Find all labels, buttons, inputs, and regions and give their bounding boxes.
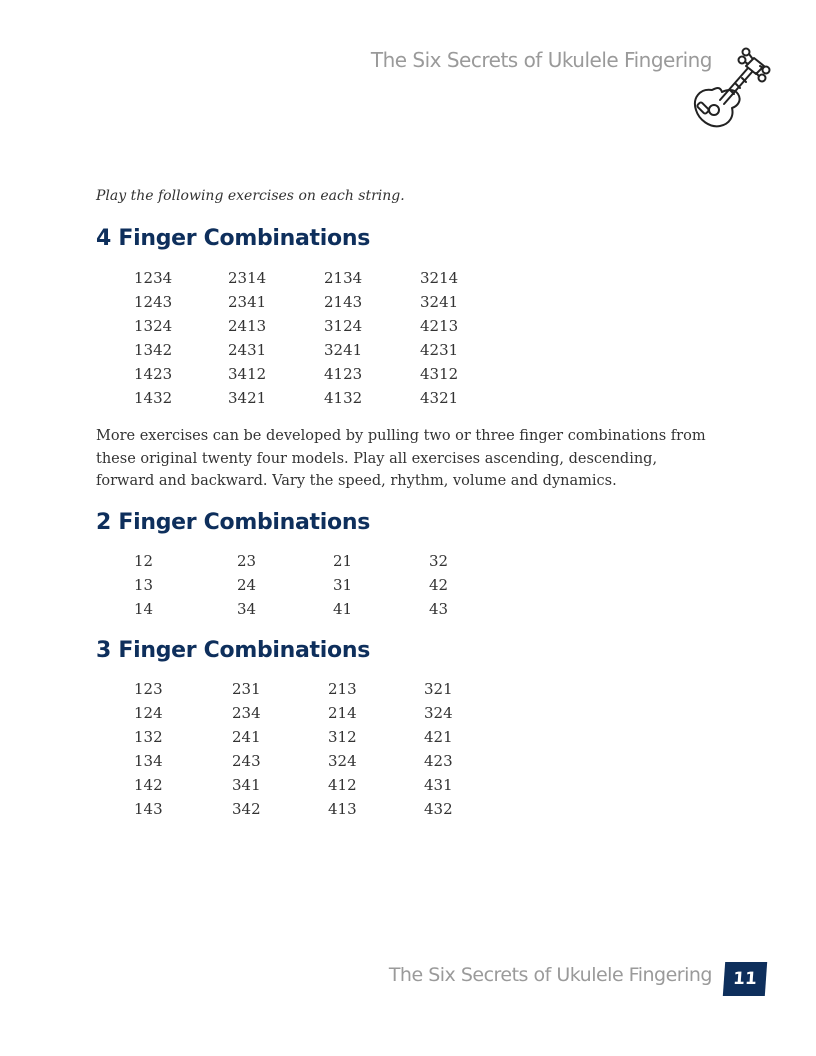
table-cell: 4123	[324, 365, 363, 383]
table-row	[134, 797, 474, 821]
running-header-title: The Six Secrets of Ukulele Fingering	[370, 48, 712, 72]
page-number: 11	[732, 969, 758, 989]
table-row	[134, 386, 474, 410]
table-cell: 1423	[134, 365, 173, 383]
table-cell: 12	[134, 552, 154, 570]
body-paragraph: More exercises can be developed by pulling two or three finger combinations from these original twenty four models. Play all exercises ascending, descending, forward and backward. Vary the speed, rhythm, volume and dynamics.	[96, 428, 706, 489]
table-cell: 2413	[228, 317, 267, 335]
table-cell: 42	[429, 576, 449, 594]
table-cell: 2341	[228, 293, 267, 311]
table-cell: 324	[424, 704, 453, 722]
table-row	[134, 749, 474, 773]
table-cell: 134	[134, 752, 163, 770]
table-cell: 2143	[324, 293, 363, 311]
table-cell: 31	[333, 576, 353, 594]
table-row	[134, 314, 474, 338]
table-cell: 23	[237, 552, 257, 570]
heading-4-finger: 4 Finger Combinations	[96, 226, 370, 251]
table-cell: 14	[134, 600, 154, 618]
page-number-badge	[723, 962, 767, 996]
table-cell: 4321	[420, 389, 459, 407]
table-cell: 43	[429, 600, 449, 618]
table-cell: 324	[328, 752, 357, 770]
heading-2-finger: 2 Finger Combinations	[96, 510, 370, 535]
table-cell: 423	[424, 752, 453, 770]
table-row	[134, 597, 474, 621]
table-cell: 341	[232, 776, 261, 794]
table-cell: 124	[134, 704, 163, 722]
table-cell: 21	[333, 552, 353, 570]
table-2-finger	[134, 549, 474, 621]
table-cell: 34	[237, 600, 257, 618]
table-cell: 321	[424, 680, 453, 698]
ukulele-icon	[690, 40, 780, 132]
table-cell: 3124	[324, 317, 363, 335]
table-cell: 342	[232, 800, 261, 818]
table-cell: 2134	[324, 269, 363, 287]
table-cell: 24	[237, 576, 257, 594]
table-3-finger	[134, 677, 474, 821]
intro-text: Play the following exercises on each string.	[96, 188, 405, 204]
table-cell: 431	[424, 776, 453, 794]
table-cell: 3412	[228, 365, 267, 383]
table-row	[134, 573, 474, 597]
table-cell: 1243	[134, 293, 173, 311]
table-cell: 132	[134, 728, 163, 746]
table-row	[134, 338, 474, 362]
table-cell: 413	[328, 800, 357, 818]
table-cell: 4213	[420, 317, 459, 335]
table-cell: 3241	[324, 341, 363, 359]
table-cell: 234	[232, 704, 261, 722]
table-row	[134, 701, 474, 725]
table-cell: 213	[328, 680, 357, 698]
table-cell: 432	[424, 800, 453, 818]
table-cell: 13	[134, 576, 154, 594]
table-cell: 1432	[134, 389, 173, 407]
table-cell: 142	[134, 776, 163, 794]
table-cell: 1342	[134, 341, 173, 359]
table-cell: 41	[333, 600, 353, 618]
heading-3-finger: 3 Finger Combinations	[96, 638, 370, 663]
table-row	[134, 725, 474, 749]
table-cell: 412	[328, 776, 357, 794]
table-cell: 231	[232, 680, 261, 698]
table-row	[134, 362, 474, 386]
table-cell: 143	[134, 800, 163, 818]
table-cell: 2431	[228, 341, 267, 359]
table-cell: 421	[424, 728, 453, 746]
table-cell: 4312	[420, 365, 459, 383]
table-row	[134, 290, 474, 314]
table-cell: 241	[232, 728, 261, 746]
table-row	[134, 773, 474, 797]
table-cell: 3241	[420, 293, 459, 311]
table-cell: 4132	[324, 389, 363, 407]
table-cell: 32	[429, 552, 449, 570]
table-cell: 3214	[420, 269, 459, 287]
table-cell: 214	[328, 704, 357, 722]
table-row	[134, 549, 474, 573]
table-cell: 123	[134, 680, 163, 698]
table-cell: 1324	[134, 317, 173, 335]
table-cell: 2314	[228, 269, 267, 287]
table-cell: 3421	[228, 389, 267, 407]
table-row	[134, 266, 474, 290]
table-cell: 243	[232, 752, 261, 770]
table-row	[134, 677, 474, 701]
table-cell: 4231	[420, 341, 459, 359]
running-footer-title: The Six Secrets of Ukulele Fingering	[388, 964, 712, 986]
table-4-finger	[134, 266, 474, 410]
table-cell: 312	[328, 728, 357, 746]
table-cell: 1234	[134, 269, 173, 287]
